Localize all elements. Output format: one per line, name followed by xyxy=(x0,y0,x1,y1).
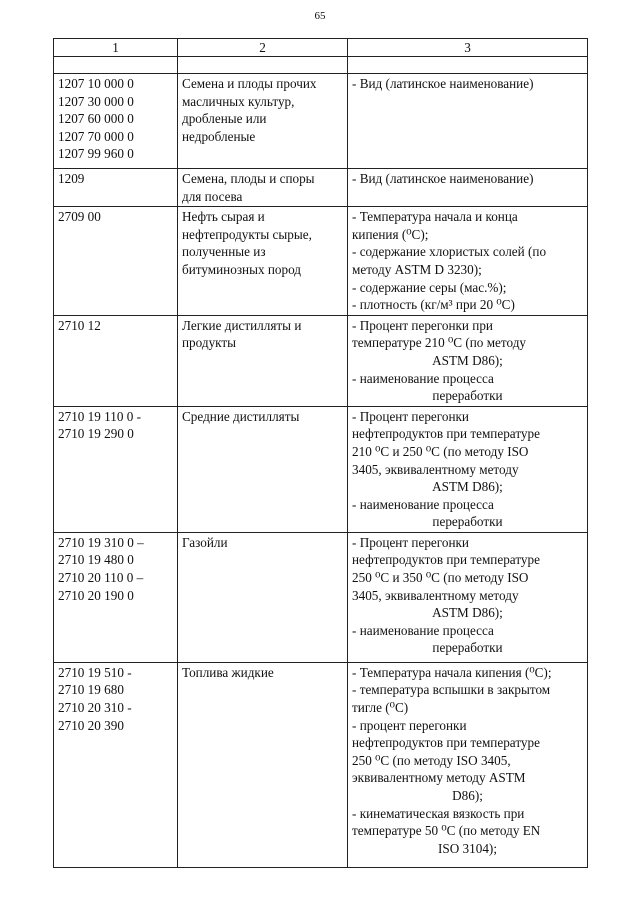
tn-ved-code xyxy=(54,315,178,406)
required-attributes-line: 250 ⁰С (по методу ISO 3405, xyxy=(352,752,511,768)
required-attributes-line: - наименование процесса xyxy=(352,622,494,638)
required-attributes-line: ISO 3104); xyxy=(438,840,497,856)
required-attributes-line: ASTM D86); xyxy=(432,605,503,621)
required-attributes xyxy=(348,169,588,207)
tn-ved-code xyxy=(54,207,178,316)
required-attributes-line: - Вид (латинское наименование) xyxy=(352,76,534,91)
required-attributes-line: - кинематическая вязкость при xyxy=(352,805,525,821)
tn-ved-code xyxy=(54,169,178,207)
required-attributes-line: температуре 210 ⁰С (по методу xyxy=(352,335,527,351)
required-attributes xyxy=(348,315,588,406)
product-name-line: Нефть сырая и xyxy=(182,209,265,225)
tn-ved-code xyxy=(54,74,178,169)
required-attributes-line: кипения (⁰С); xyxy=(352,226,429,242)
required-attributes-line: 3405, эквивалентному методу xyxy=(352,461,519,477)
required-attributes-line: - наименование процесса xyxy=(352,370,494,386)
header-col-2: 2 xyxy=(178,39,348,57)
required-attributes-line: - Температура начала и конца xyxy=(352,209,518,225)
tn-ved-code-line: 1209 xyxy=(58,171,85,186)
product-name-line: масличных культур, xyxy=(182,93,295,109)
product-name-line: Средние дистилляты xyxy=(182,408,300,424)
required-attributes-line: - Процент перегонки xyxy=(352,534,469,550)
header-col-3: 3 xyxy=(348,39,588,57)
required-attributes-line: - плотность (кг/м³ при 20 ⁰С) xyxy=(352,297,515,313)
required-attributes-line: нефтепродуктов при температуре xyxy=(352,552,540,568)
tn-ved-code-line: 2710 20 310 - xyxy=(58,700,132,716)
header-col-1: 1 xyxy=(54,39,178,57)
product-name-line: Семена, плоды и споры xyxy=(182,171,315,186)
tn-ved-code-line: 2710 19 680 xyxy=(58,682,124,698)
required-attributes-line: - Температура начала кипения (⁰С); xyxy=(352,664,552,680)
tn-ved-code-line: 2710 19 310 0 – xyxy=(58,534,144,550)
required-attributes-line: переработки xyxy=(432,514,503,530)
classification-table xyxy=(53,38,588,868)
required-attributes-line: переработки xyxy=(432,388,503,404)
product-name xyxy=(178,207,348,316)
required-attributes xyxy=(348,532,588,662)
product-name-line: битуминозных пород xyxy=(182,261,302,277)
table-row xyxy=(54,662,588,867)
tn-ved-code-line: 2710 12 xyxy=(58,317,101,333)
tn-ved-code-line: 2710 20 190 0 xyxy=(58,587,134,603)
required-attributes xyxy=(348,207,588,316)
product-name-line: Топлива жидкие xyxy=(182,664,274,680)
blank-row xyxy=(54,57,588,74)
required-attributes-line: - содержание хлористых солей (по xyxy=(352,244,547,260)
tn-ved-code-line: 1207 10 000 0 xyxy=(58,76,134,91)
product-name-line: нефтепродукты сырые, xyxy=(182,226,312,242)
table-row xyxy=(54,74,588,169)
required-attributes xyxy=(348,406,588,532)
tn-ved-code-line: 2710 19 510 - xyxy=(58,664,132,680)
tn-ved-code-line: 2710 19 110 0 - xyxy=(58,408,142,424)
tn-ved-code-line: 1207 30 000 0 xyxy=(58,93,134,109)
required-attributes-line: D86); xyxy=(452,788,483,804)
table-row xyxy=(54,207,588,316)
product-name-line: полученные из xyxy=(182,244,266,260)
product-name-line: Семена и плоды прочих xyxy=(182,76,317,91)
required-attributes-line: - Вид (латинское наименование) xyxy=(352,171,534,186)
tn-ved-code-line: 2709 00 xyxy=(58,209,101,225)
product-name xyxy=(178,74,348,169)
required-attributes-line: - наименование процесса xyxy=(352,496,494,512)
product-name xyxy=(178,406,348,532)
tn-ved-code-line: 2710 20 390 xyxy=(58,717,124,733)
required-attributes-line: ASTM D86); xyxy=(432,479,503,495)
required-attributes-line: 250 ⁰С и 350 ⁰С (по методу ISO xyxy=(352,570,529,586)
required-attributes-line: нефтепродуктов при температуре xyxy=(352,735,540,751)
product-name xyxy=(178,532,348,662)
tn-ved-code xyxy=(54,532,178,662)
product-name xyxy=(178,169,348,207)
required-attributes-line: переработки xyxy=(432,640,503,656)
required-attributes xyxy=(348,74,588,169)
required-attributes-line: тигле (⁰С) xyxy=(352,700,409,716)
table-row xyxy=(54,532,588,662)
header-row xyxy=(54,39,588,57)
required-attributes-line: 210 ⁰С и 250 ⁰С (по методу ISO xyxy=(352,443,529,459)
tn-ved-code xyxy=(54,662,178,867)
required-attributes-line: температуре 50 ⁰С (по методу EN xyxy=(352,823,541,839)
required-attributes-line: - процент перегонки xyxy=(352,717,467,733)
product-name-line: дробленые или xyxy=(182,111,267,127)
tn-ved-code-line: 1207 99 960 0 xyxy=(58,146,134,162)
tn-ved-code-line: 1207 70 000 0 xyxy=(58,128,134,144)
table-row xyxy=(54,406,588,532)
tn-ved-code-line: 2710 19 290 0 xyxy=(58,426,134,442)
required-attributes-line: - температура вспышки в закрытом xyxy=(352,682,551,698)
required-attributes-line: ASTM D86); xyxy=(432,352,503,368)
required-attributes-line: - Процент перегонки при xyxy=(352,317,493,333)
required-attributes-line: 3405, эквивалентному методу xyxy=(352,587,519,603)
required-attributes-line: - Процент перегонки xyxy=(352,408,469,424)
tn-ved-code-line: 1207 60 000 0 xyxy=(58,111,134,127)
page-number: 65 xyxy=(314,10,326,22)
product-name-line: для посева xyxy=(182,188,243,204)
tn-ved-code-line: 2710 20 110 0 – xyxy=(58,570,144,586)
table-row xyxy=(54,169,588,207)
required-attributes-line: эквивалентному методу ASTM xyxy=(352,770,526,786)
product-name-line: недробленые xyxy=(182,128,256,144)
required-attributes-line: - содержание серы (мас.%); xyxy=(352,279,507,295)
product-name-line: продукты xyxy=(182,335,237,351)
product-name-line: Газойли xyxy=(182,534,228,550)
required-attributes xyxy=(348,662,588,867)
required-attributes-line: нефтепродуктов при температуре xyxy=(352,426,540,442)
tn-ved-code xyxy=(54,406,178,532)
product-name xyxy=(178,662,348,867)
tn-ved-code-line: 2710 19 480 0 xyxy=(58,552,134,568)
required-attributes-line: методу ASTM D 3230); xyxy=(352,261,482,277)
product-name xyxy=(178,315,348,406)
product-name-line: Легкие дистилляты и xyxy=(182,317,302,333)
table-row xyxy=(54,315,588,406)
